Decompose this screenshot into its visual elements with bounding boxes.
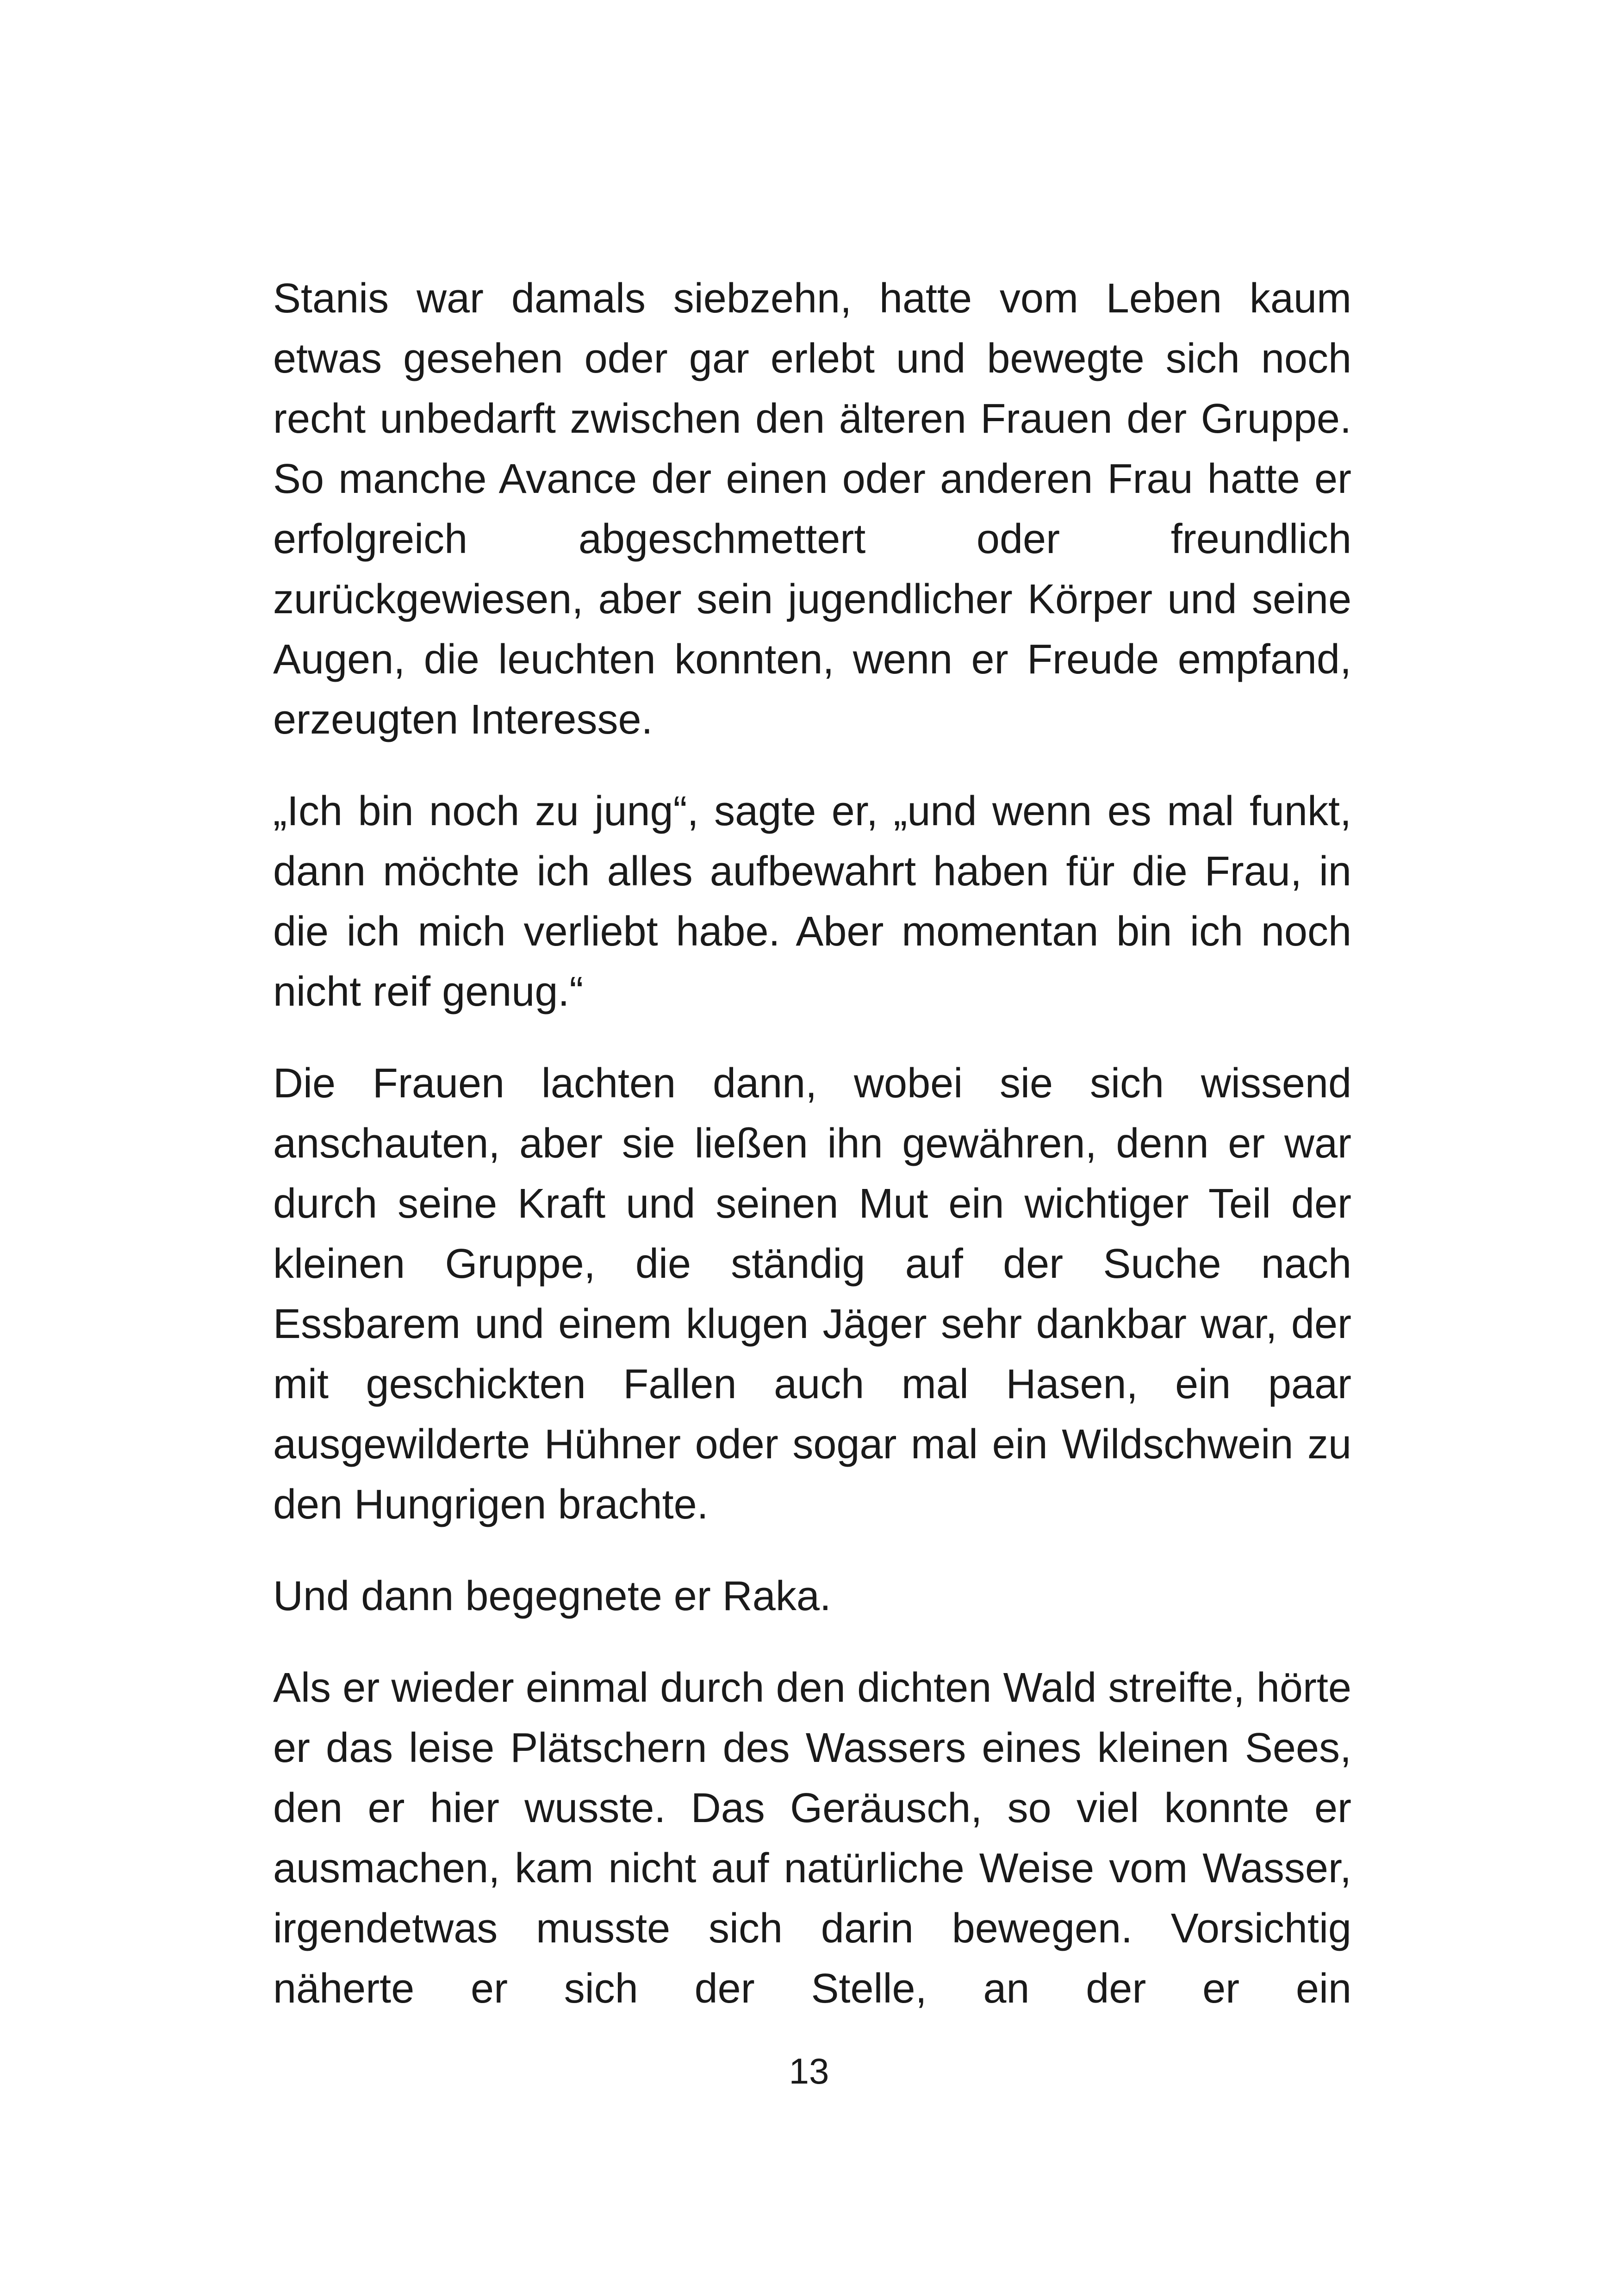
page-number: 13 bbox=[789, 2051, 829, 2091]
paragraph-3: Die Frauen lachten dann, wobei sie sich wissend anschauten, aber sie ließen ihn gewähren, denn er war durch seine Kraft und seinen Mut ein wichtiger Teil der kleinen Gruppe, die ständig auf der Suche nach Essbarem und einem klugen Jäger sehr dankbar war, der mit geschickten Fallen auch mal Hasen, ein paar ausgewilderte Hühner oder sogar mal ein Wildschwein zu den Hungrigen brachte. bbox=[273, 1060, 1351, 1528]
body-text bbox=[273, 268, 1351, 2050]
paragraph-1: Stanis war damals siebzehn, hatte vom Leben kaum etwas gesehen oder gar erlebt und bewegte sich noch recht unbedarft zwischen den älteren Frauen der Gruppe. So manche Avance der einen oder anderen Frau hatte er erfolgreich abgeschmettert oder freundlich zurückgewiesen, aber sein jugendlicher Körper und seine Augen, die leuchten konnten, wenn er Freude empfand, erzeugten Interesse. bbox=[273, 275, 1351, 743]
paragraph-2: „Ich bin noch zu jung“, sagte er, „und wenn es mal funkt, dann möchte ich alles aufbewahrt haben für die Frau, in die ich mich verliebt habe. Aber momentan bin ich noch nicht reif genug.“ bbox=[273, 788, 1351, 1015]
paragraph-4: Und dann begegnete er Raka. bbox=[273, 1573, 831, 1619]
paragraph-5: Als er wieder einmal durch den dichten Wald streifte, hörte er das leise Plätschern des Wassers eines kleinen Sees, den er hier wusste. Das Geräusch, so viel konnte er ausmachen, kam nicht auf natürliche Weise vom Wasser, irgendetwas musste sich darin bewegen. Vorsichtig näherte er sich der Stelle, an der er ein bbox=[273, 1665, 1351, 2012]
